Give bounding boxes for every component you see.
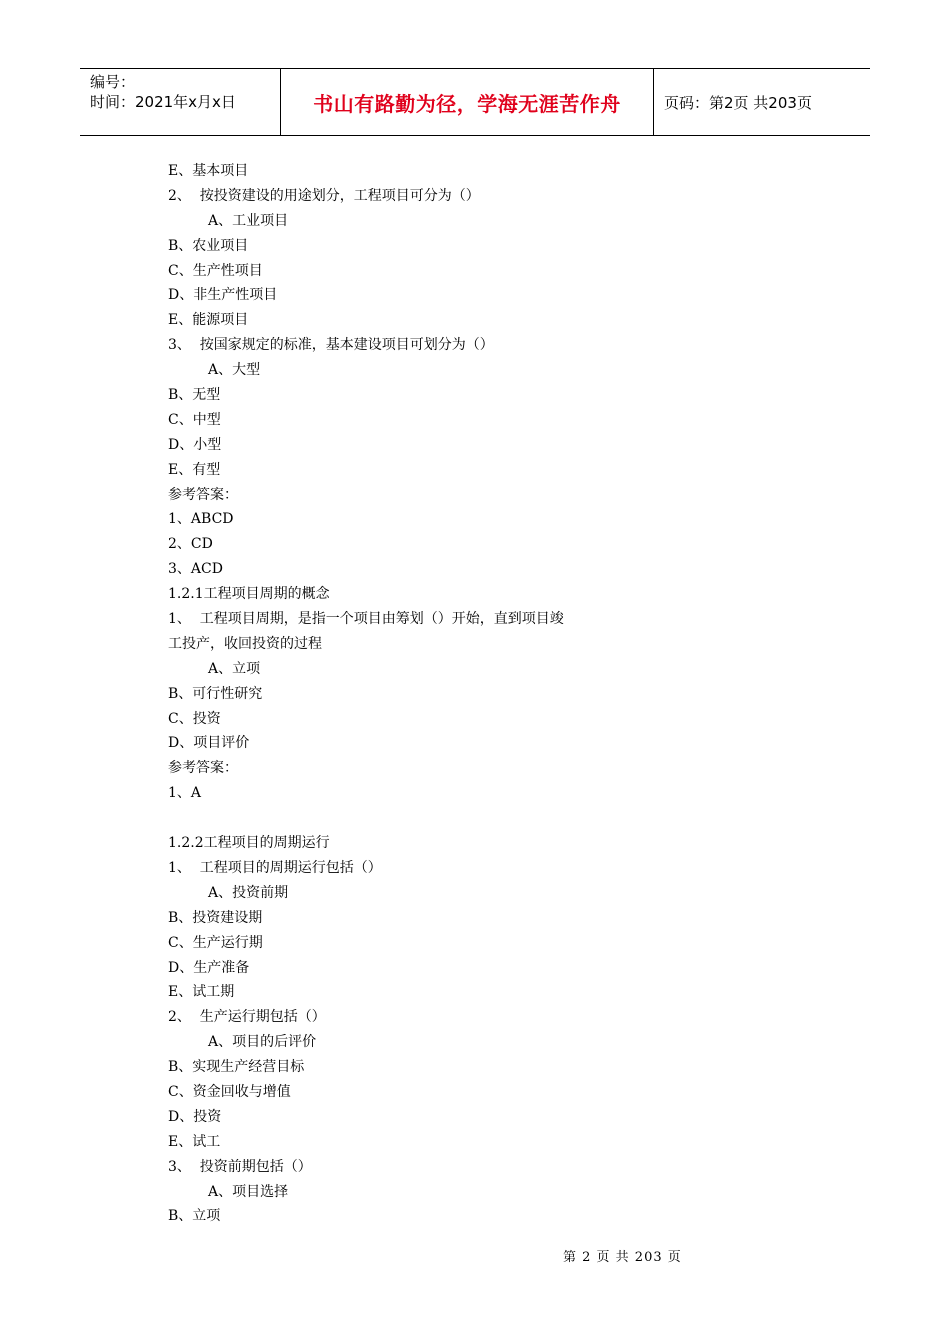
- document-line: 1、 工程项目的周期运行包括（）: [168, 859, 382, 876]
- header-meta: [80, 69, 281, 135]
- document-line: B、实现生产经营目标: [168, 1059, 305, 1076]
- document-line: D、小型: [168, 436, 222, 453]
- document-line: E、试工: [168, 1133, 221, 1150]
- document-line: E、能源项目: [168, 312, 249, 329]
- document-line: A、项目的后评价: [208, 1034, 317, 1051]
- header-page-info: 页码：第2页 共203页: [664, 93, 812, 112]
- document-number-label: 编号：: [90, 73, 136, 91]
- document-line: 1、A: [168, 785, 202, 802]
- document-line: A、立项: [208, 660, 261, 677]
- document-line: B、可行性研究: [168, 685, 263, 702]
- document-line: 1.2.2工程项目的周期运行: [168, 835, 330, 852]
- document-line: 2、 生产运行期包括（）: [168, 1009, 326, 1026]
- document-line: B、投资建设期: [168, 909, 263, 926]
- document-line: 工投产，收回投资的过程: [168, 635, 322, 652]
- document-line: D、生产准备: [168, 959, 250, 976]
- document-line: 1、ABCD: [168, 511, 234, 528]
- document-line: 参考答案：: [168, 486, 238, 503]
- document-line: 3、 投资前期包括（）: [168, 1158, 312, 1175]
- document-time-label: 时间：2021年x月x日: [90, 93, 236, 111]
- document-line: A、大型: [208, 362, 261, 379]
- document-line: 2、CD: [168, 536, 213, 553]
- document-line: 1、 工程项目周期，是指一个项目由筹划（）开始，直到项目竣: [168, 611, 564, 628]
- document-line: A、工业项目: [208, 212, 289, 229]
- page-header: [80, 68, 870, 136]
- page-footer: 第 2 页 共 203 页: [563, 1250, 682, 1265]
- document-line: B、无型: [168, 387, 221, 404]
- document-line: E、试工期: [168, 984, 235, 1001]
- document-line: E、基本项目: [168, 163, 249, 179]
- document-line: B、立项: [168, 1208, 221, 1225]
- document-line: A、投资前期: [208, 884, 289, 901]
- document-line: 3、 按国家规定的标准，基本建设项目可划分为（）: [168, 337, 494, 354]
- document-line: D、项目评价: [168, 735, 250, 752]
- document-line: C、投资: [168, 710, 221, 727]
- header-motto: 书山有路勤为径，学海无涯苦作舟: [281, 69, 654, 135]
- document-line: C、资金回收与增值: [168, 1083, 291, 1100]
- document-line: B、农业项目: [168, 237, 249, 254]
- document-line: D、投资: [168, 1108, 222, 1125]
- document-line: 2、 按投资建设的用途划分，工程项目可分为（）: [168, 187, 480, 204]
- document-line: A、项目选择: [208, 1183, 289, 1200]
- document-line: D、非生产性项目: [168, 287, 278, 304]
- document-line: E、有型: [168, 461, 221, 478]
- document-line: 1.2.1工程项目周期的概念: [168, 586, 330, 603]
- document-line: 参考答案：: [168, 760, 238, 777]
- document-body: [168, 159, 688, 1229]
- document-line: C、生产性项目: [168, 262, 263, 279]
- document-line: 3、ACD: [168, 561, 223, 578]
- document-line: [168, 806, 688, 831]
- document-line: C、中型: [168, 411, 221, 428]
- document-line: C、生产运行期: [168, 934, 263, 951]
